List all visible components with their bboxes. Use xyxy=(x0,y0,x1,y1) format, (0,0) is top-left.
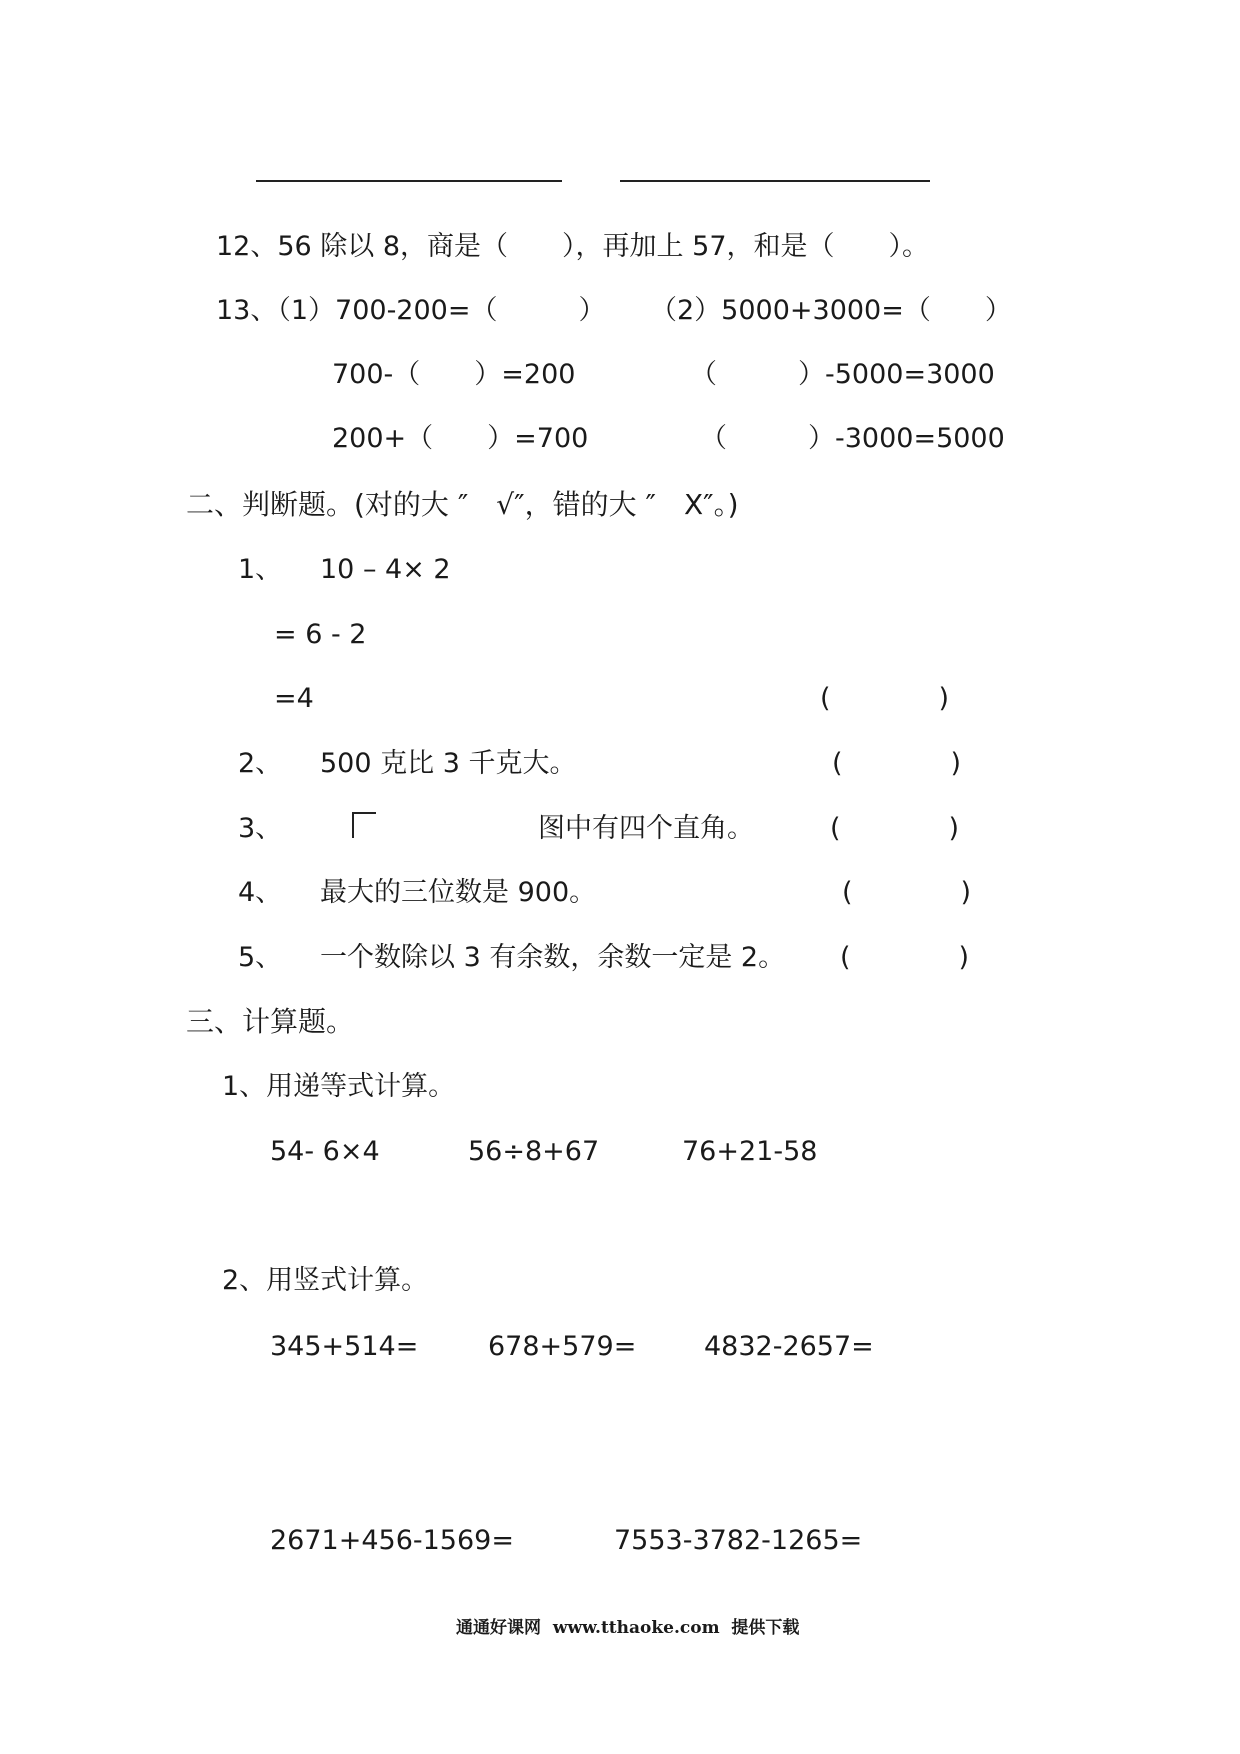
tf-item-2-number: 2、 xyxy=(238,748,283,779)
tf-item-2-text: 500 克比 3 千克大。 xyxy=(320,748,577,779)
section-2-title: 二、判断题。(对的大 ″ √″，错的大 ″ X″。) xyxy=(186,488,739,521)
tf-item-3-answer-paren: ( ) xyxy=(830,813,960,844)
question-13-part1: 13、（1）700-200=（ ） xyxy=(216,295,606,326)
tf-item-4-text: 最大的三位数是 900。 xyxy=(320,877,597,908)
question-13-part2: （2）5000+3000=（ ） xyxy=(650,295,1012,326)
calc-sub-1-title: 1、用递等式计算。 xyxy=(222,1071,456,1102)
question-13-line2-left: 700-（ ）=200 xyxy=(332,359,576,390)
tf-item-3-text: 图中有四个直角。 xyxy=(538,813,754,844)
tf-item-1-step-3: =4 xyxy=(274,683,314,714)
question-13-line3-left: 200+（ ）=700 xyxy=(332,423,589,454)
answer-blank-line xyxy=(256,180,562,182)
tf-item-4-answer-paren: ( ) xyxy=(842,877,972,908)
tf-item-1-expression: 10 – 4× 2 xyxy=(320,554,451,585)
vertical-calc-expression: 678+579= xyxy=(488,1331,637,1362)
tf-item-1-number: 1、 xyxy=(238,554,283,585)
tf-item-1-answer-paren: ( ) xyxy=(820,683,950,714)
calc-expression: 76+21-58 xyxy=(682,1136,818,1167)
question-13-line2-right: （ ）-5000=3000 xyxy=(690,359,995,390)
vertical-calc-expression: 7553-3782-1265= xyxy=(614,1525,863,1556)
vertical-calc-expression: 2671+456-1569= xyxy=(270,1525,514,1556)
footer-source: 通通好课网 www.tthaoke.com 提供下载 xyxy=(456,1618,800,1638)
tf-item-2-answer-paren: ( ) xyxy=(832,748,962,779)
answer-blank-line xyxy=(620,180,930,182)
tf-item-5-number: 5、 xyxy=(238,942,283,973)
section-3-title: 三、计算题。 xyxy=(186,1005,355,1038)
calc-expression: 54- 6×4 xyxy=(270,1136,380,1167)
vertical-calc-expression: 4832-2657= xyxy=(704,1331,874,1362)
calc-sub-2-title: 2、用竖式计算。 xyxy=(222,1265,429,1296)
tf-item-3-number: 3、 xyxy=(238,813,283,844)
right-angle-figure xyxy=(352,812,376,838)
tf-item-4-number: 4、 xyxy=(238,877,283,908)
tf-item-5-answer-paren: ( ) xyxy=(840,942,970,973)
tf-item-1-step-2: = 6 - 2 xyxy=(274,619,367,650)
tf-item-5-text: 一个数除以 3 有余数，余数一定是 2。 xyxy=(320,942,786,973)
vertical-calc-expression: 345+514= xyxy=(270,1331,419,1362)
question-12: 12、56 除以 8，商是（ ），再加上 57，和是（ ）。 xyxy=(216,231,929,262)
calc-expression: 56÷8+67 xyxy=(468,1136,600,1167)
question-13-line3-right: （ ）-3000=5000 xyxy=(700,423,1005,454)
